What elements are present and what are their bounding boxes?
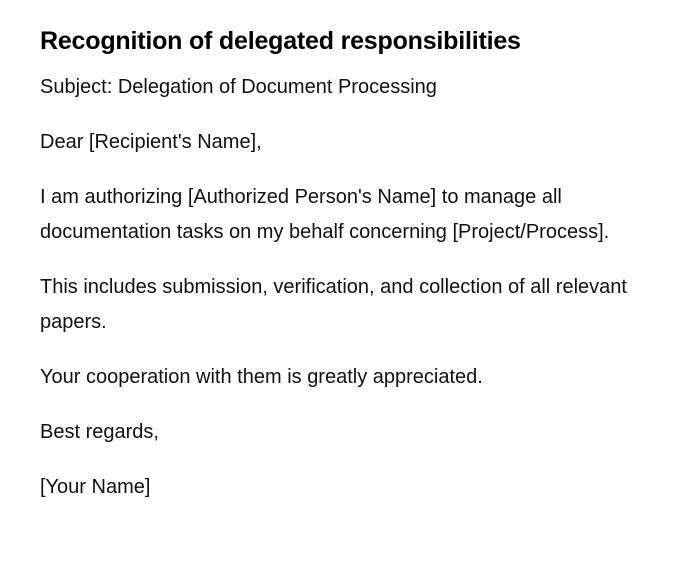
signature-name: [Your Name] (40, 476, 151, 498)
body-paragraph-thanks: Your cooperation with them is greatly appreciated. (40, 366, 483, 388)
document-title: Recognition of delegated responsibilities (40, 27, 521, 55)
body-paragraph-authorization: I am authorizing [Authorized Person's Name] to manage all documentation tasks on my behalf concerning [Project/Process]. (40, 186, 610, 243)
body-paragraph-scope: This includes submission, verification, and collection of all relevant papers. (40, 276, 627, 333)
salutation: Dear [Recipient's Name], (40, 131, 262, 153)
subject-line: Subject: Delegation of Document Processing (40, 76, 437, 98)
closing: Best regards, (40, 421, 159, 443)
